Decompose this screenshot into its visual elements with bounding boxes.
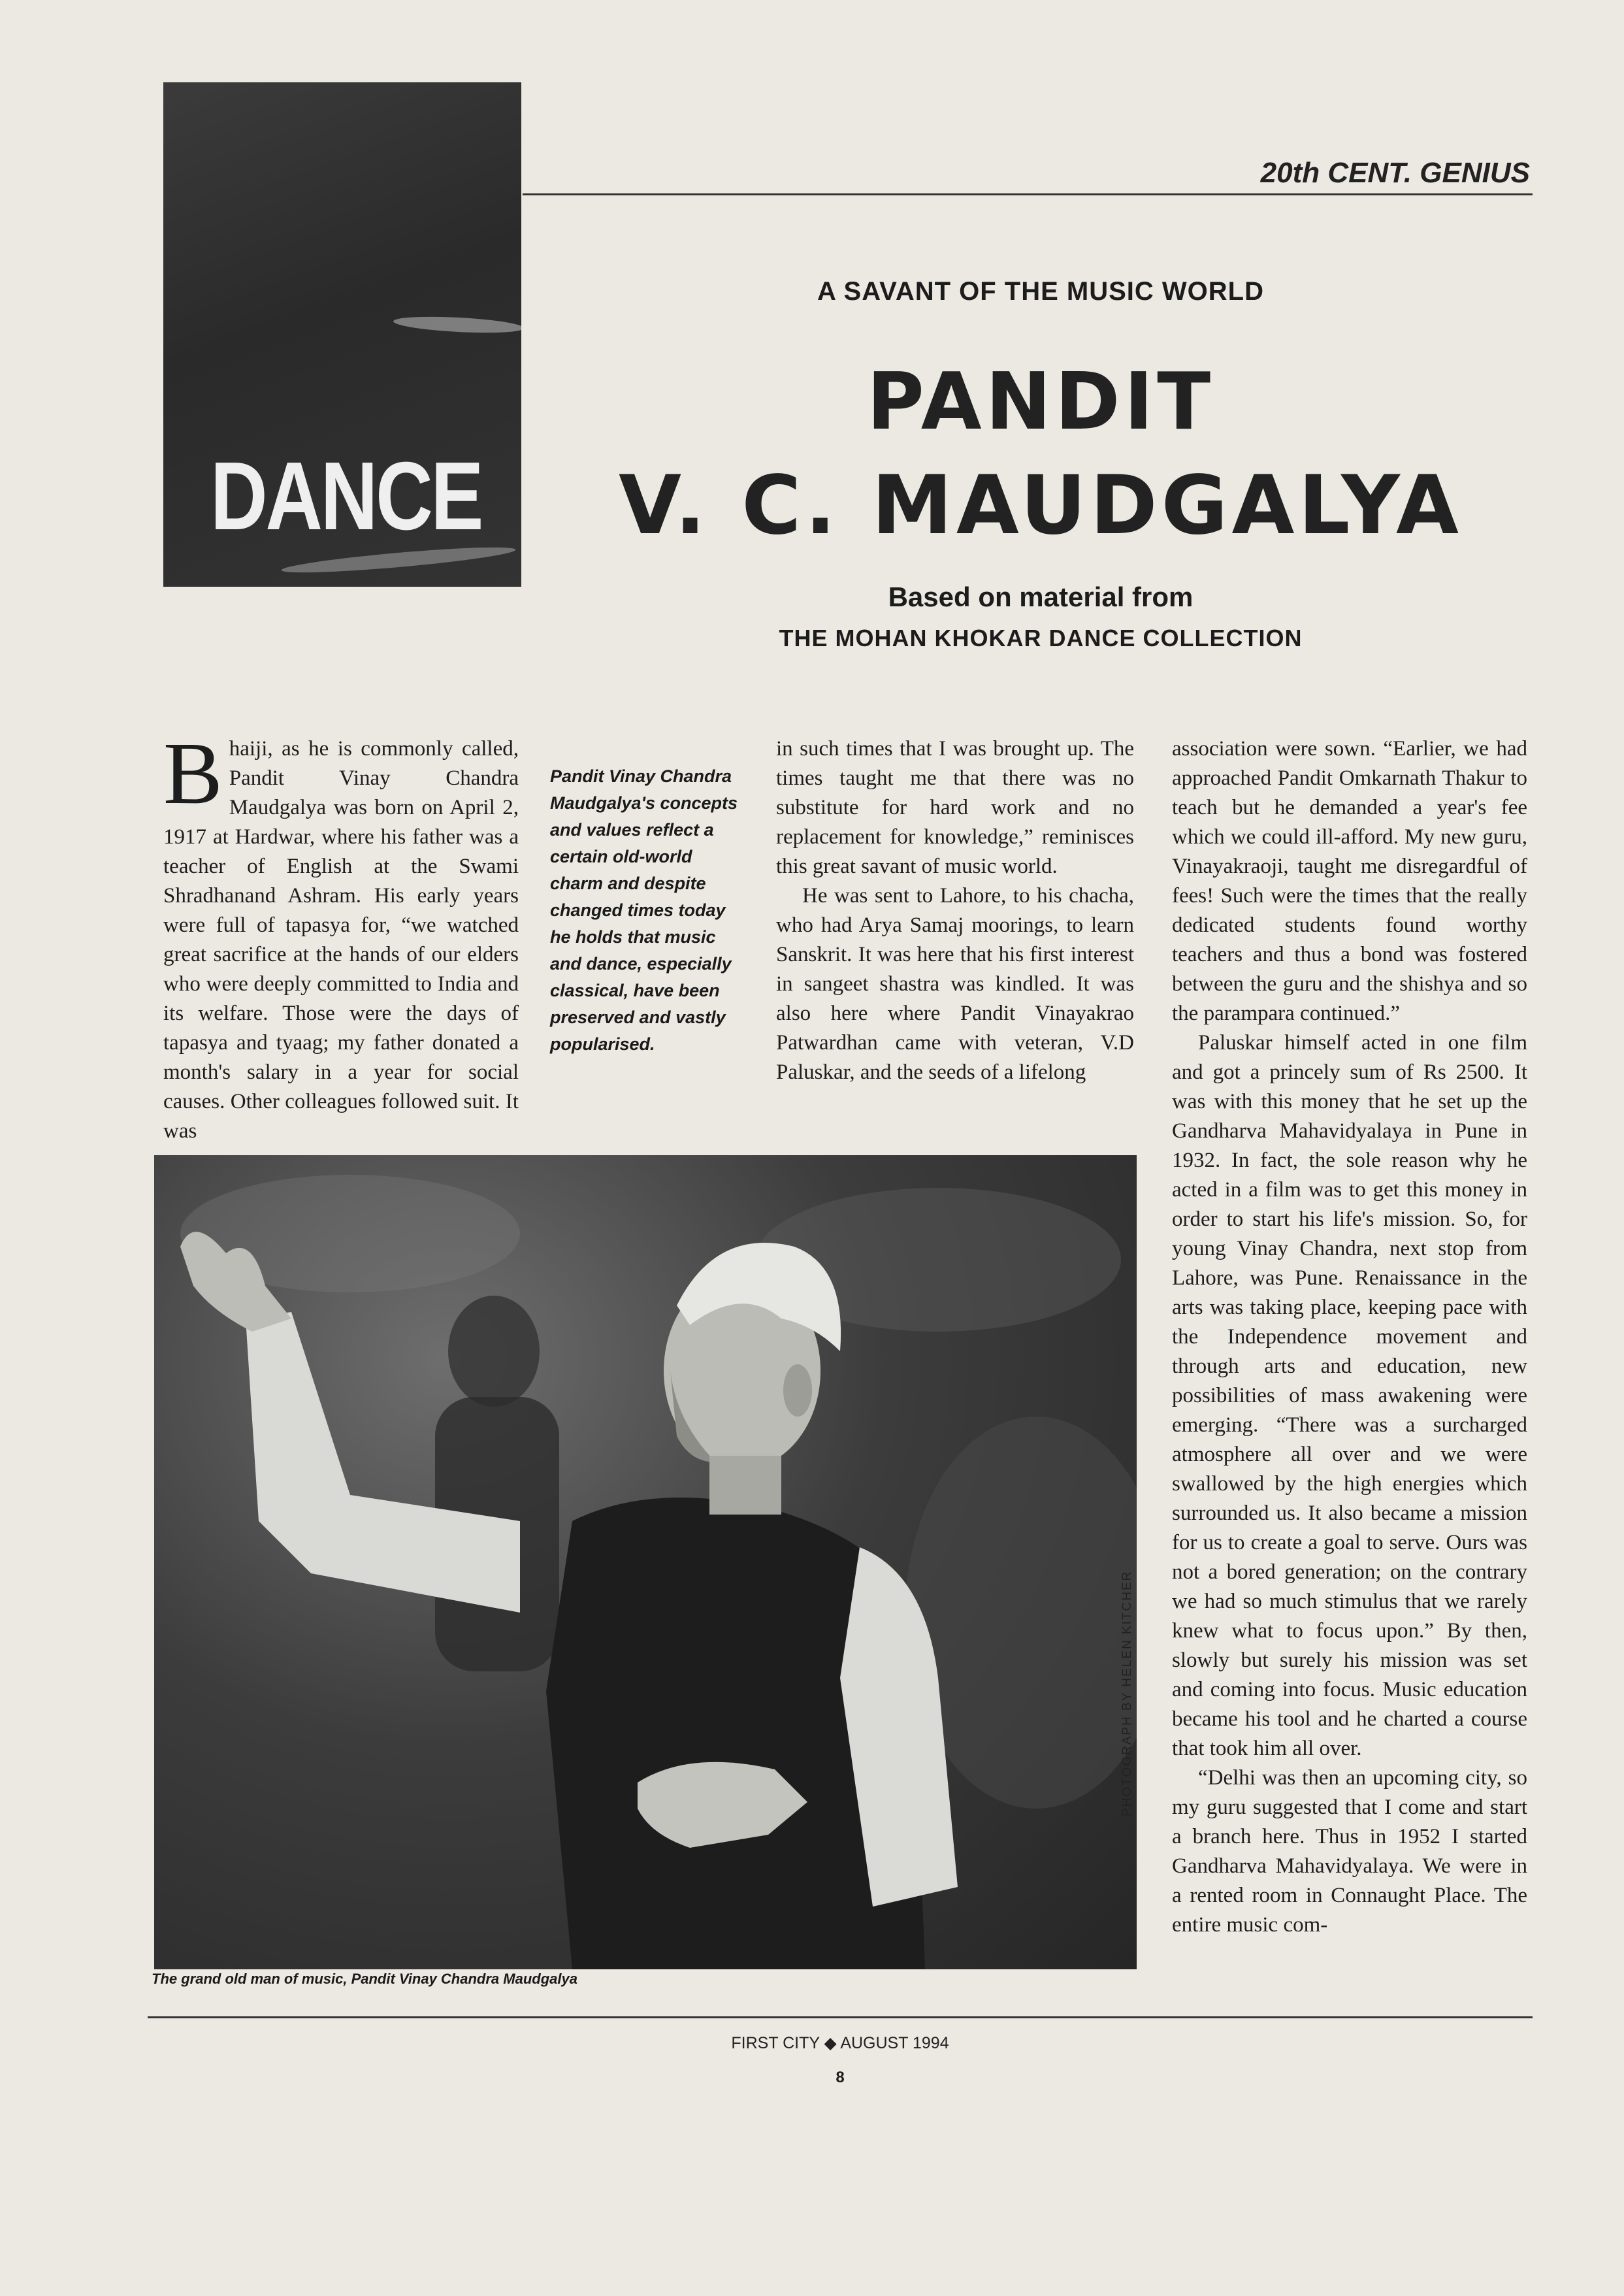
publication-footer: FIRST CITY ◆ AUGUST 1994 (731, 2034, 949, 2052)
footer-rule (148, 2016, 1533, 2018)
decorative-streak (393, 314, 521, 335)
page-number: 8 (836, 2069, 845, 2086)
article-paragraph: Paluskar himself acted in one film and got a princely sum of Rs 2500. It was with this money that he set up the Gandharva Mahavidyalaya in Pune in 1932. In fact, the sole reason why he acted in a film was to get this money in order to start his life's mission. So, for young Vinay Chandra, next stop from Lahore, was Pune. Renaissance in the arts was taking place, keeping pace with the Independence movement and through arts and education, new possibilities of mass awakening were emerging. “There was a surcharged atmosphere all over and we were swallowed by the high energies which surrounded us. It also became a mission for us to create a goal to serve. Ours was not a bored generation; on the contrary we had so much stimulus that we rarely knew what to focus upon.” By then, slowly but surely his mission was set and coming into focus. Music education became his tool and he charted a course that took him all over. (1172, 1031, 1527, 1760)
photo-caption: The grand old man of music, Pandit Vinay Chandra Maudgalya (152, 1971, 577, 1987)
article-paragraph (163, 725, 519, 1146)
source-credit-line1: Based on material from (888, 582, 1194, 612)
photo-credit: PHOTOGRAPH BY HELEN KITCHER (1120, 1570, 1134, 1816)
drop-cap: B (163, 725, 223, 823)
source-credit-line2: THE MOHAN KHOKAR DANCE COLLECTION (779, 625, 1303, 651)
article-kicker: A SAVANT OF THE MUSIC WORLD (817, 277, 1264, 306)
pull-quote: Pandit Vinay Chandra Maudgalya's concepts and values reflect a certain old-world charm and despite changed times today he holds that music and dance, especially classical, have been preserved and vastly popularised. (550, 766, 738, 1054)
paragraph-text: haiji, as he is commonly called, Pandit Vinay Chandra Maudgalya was born on April 2, 1917 at Hardwar, where his father was a teacher of English at the Swami Shradhanand Ashram. His early years were full of tapasya for, “we watched great sacrifice at the hands of our elders who were deeply committed to India and its welfare. Those were the days of tapasya and tyaag; my father donated a month's salary in a year for social causes. Other colleagues followed suit. It was (163, 737, 519, 1143)
article-column-1 (163, 725, 519, 1146)
article-paragraph: in such times that I was brought up. The times taught me that there was no substitute for hard work and no replacement for knowledge,” reminisces this great savant of music world. (776, 737, 1134, 878)
photo-illustration (154, 1155, 1137, 1969)
article-paragraph: He was sent to Lahore, to his chacha, who had Arya Samaj moorings, to learn Sanskrit. It was here that his first interest in sangeet shastra was kindled. It was also here where Pandit Vinayakrao Patwardhan came with veteran, V.D Paluskar, and the seeds of a lifelong (776, 884, 1134, 1084)
series-label: 20th CENT. GENIUS (1260, 157, 1530, 189)
portrait-photo (154, 1155, 1137, 1969)
article-paragraph: “Delhi was then an upcoming city, so my guru suggested that I come and start a branch here. Thus in 1952 I started Gandharva Mahavidyalaya. We were in a rented room in Connaught Place. The entire music com- (1172, 1766, 1527, 1937)
article-column-3 (776, 734, 1134, 1087)
article-title-line1: PANDIT (866, 357, 1215, 448)
article-column-4 (1172, 734, 1527, 1940)
article-title-line2: V. C. MAUDGALYA (618, 459, 1463, 553)
section-label: DANCE (210, 442, 482, 550)
header-rule (523, 193, 1533, 195)
section-box (163, 82, 521, 587)
article-paragraph: association were sown. “Earlier, we had approached Pandit Omkarnath Thakur to teach but he demanded a year's fee which we could ill-afford. My new guru, Vinayakraoji, taught me disregardful of fees! Such were the times that the really dedicated students found worthy teachers and thus a bond was fostered between the guru and the shishya and so the parampara continued.” (1172, 737, 1527, 1025)
